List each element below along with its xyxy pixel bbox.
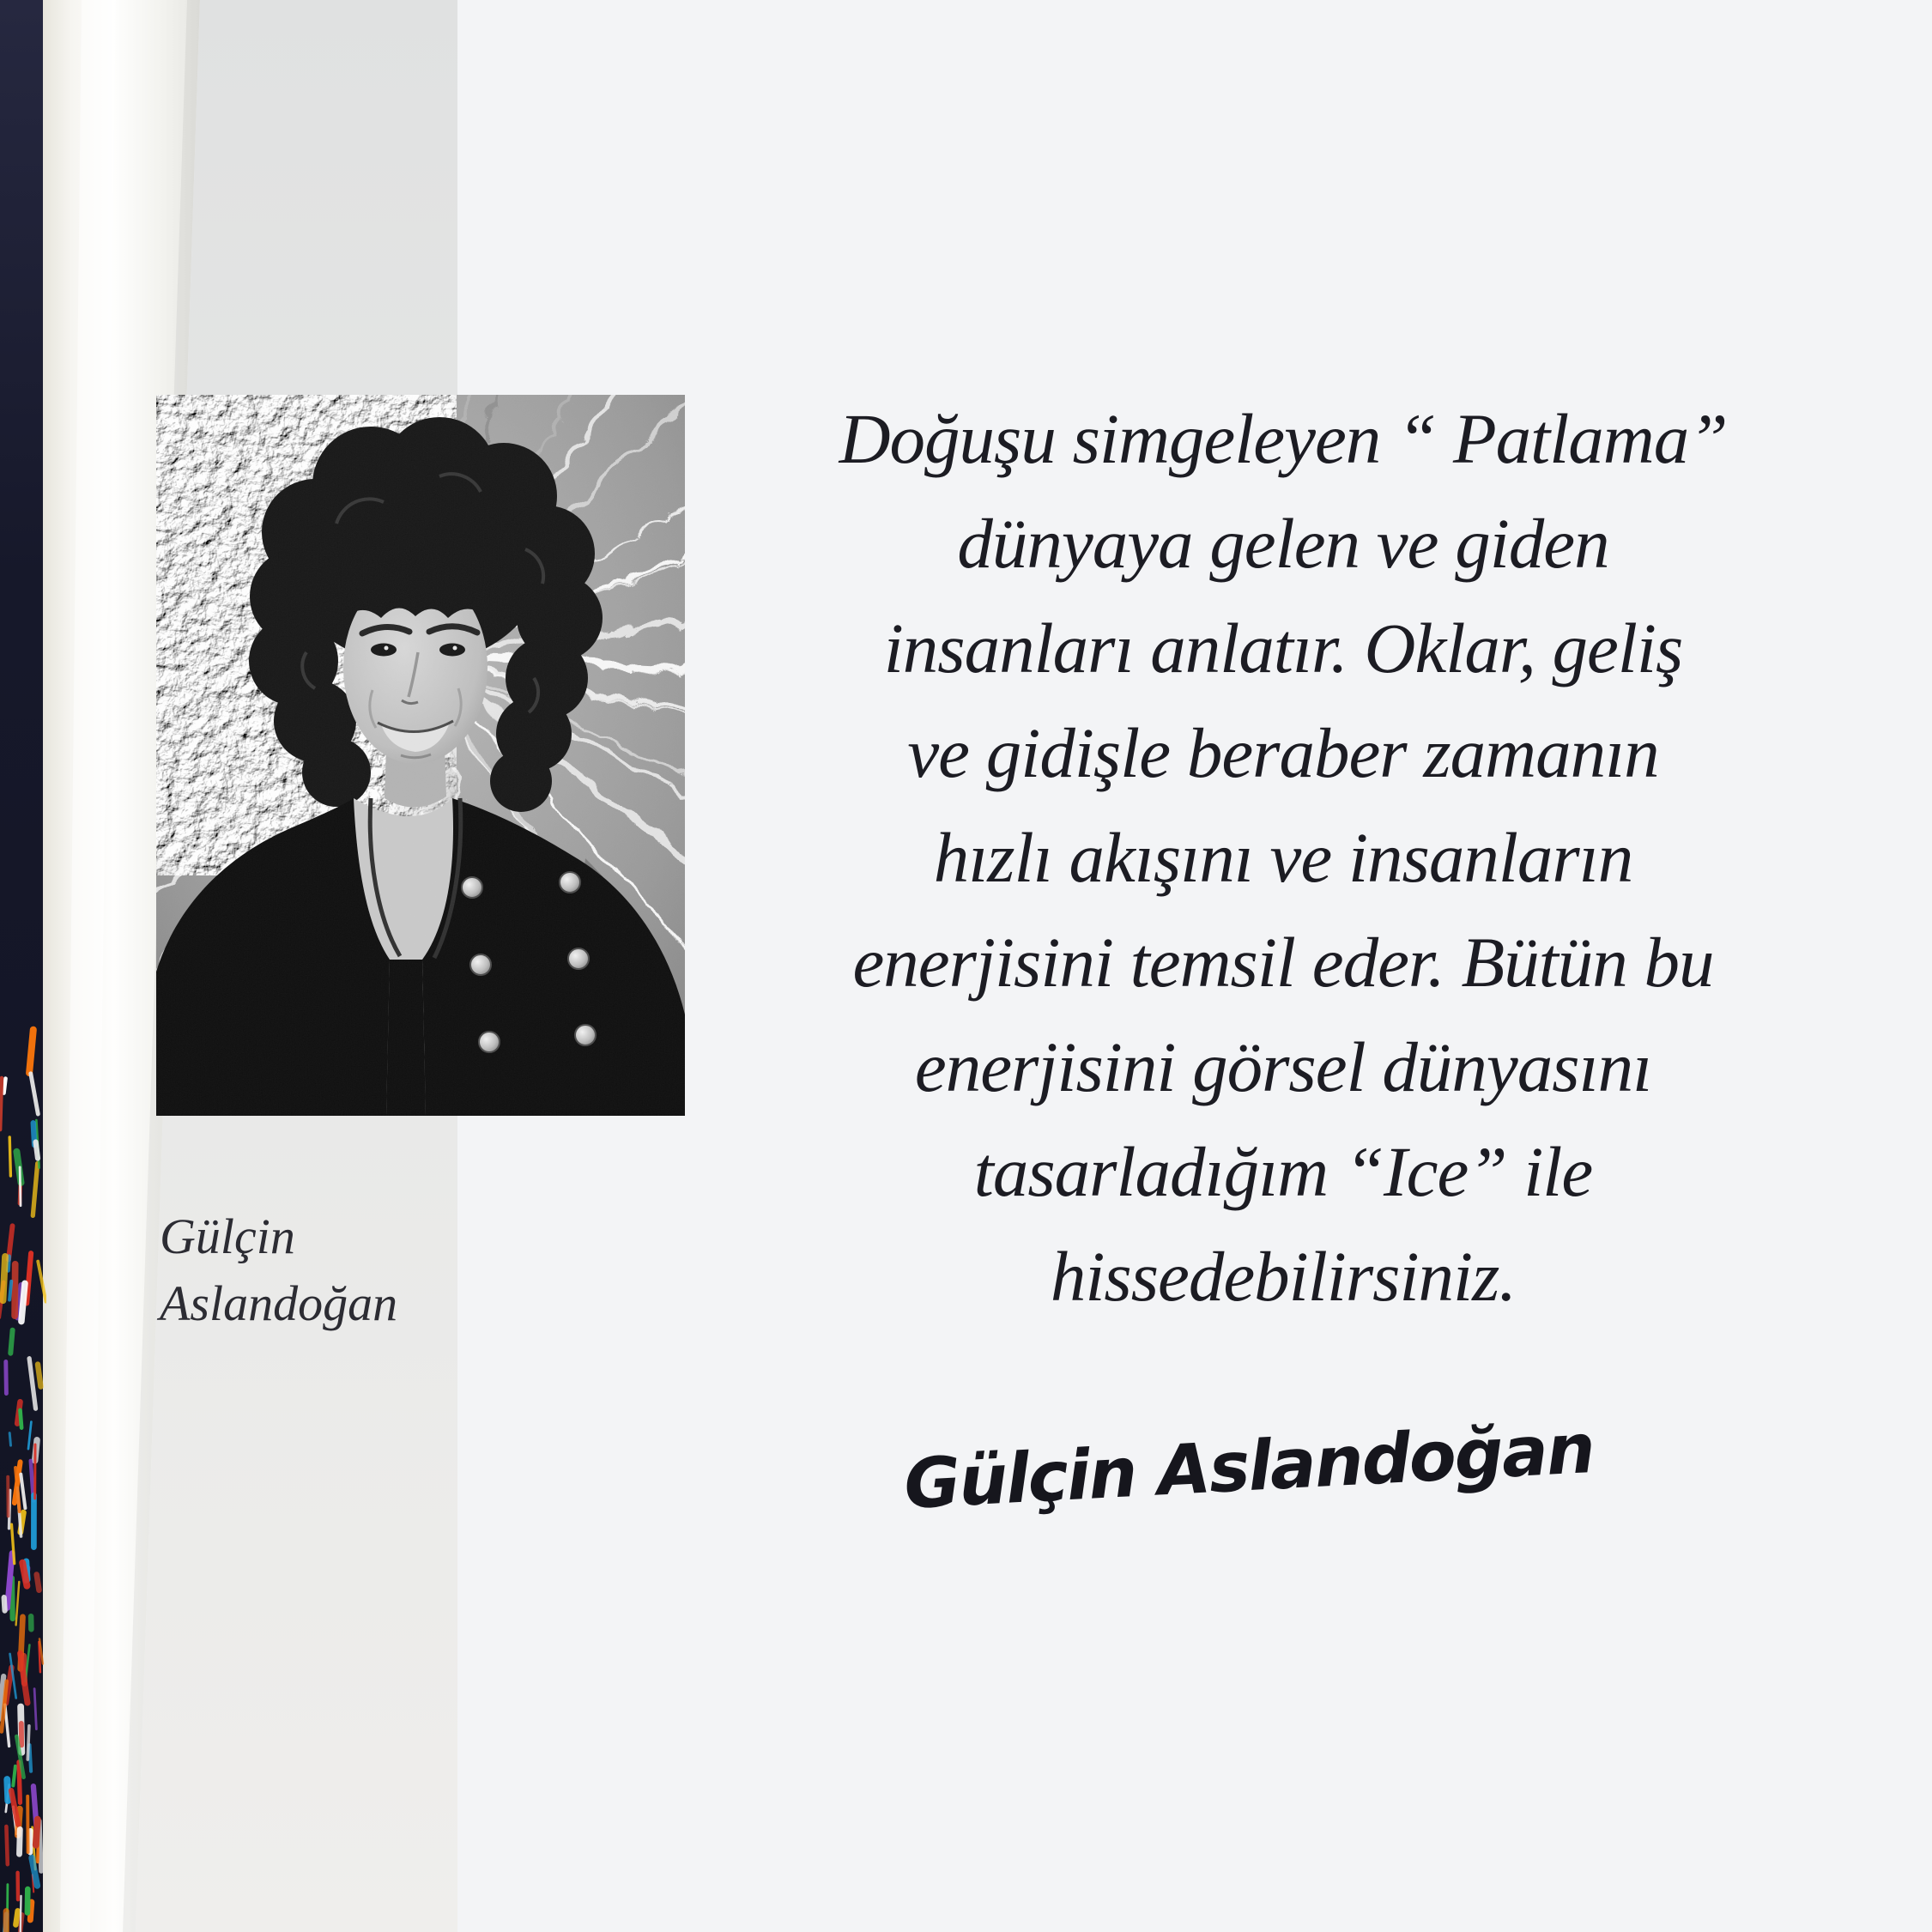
quote-line: insanları anlatır. Oklar, geliş xyxy=(883,609,1683,687)
portrait-illustration xyxy=(156,395,685,1116)
quote-line: enerjisini görsel dünyasını xyxy=(914,1027,1652,1106)
caption-line-2: Aslandoğan xyxy=(160,1275,398,1331)
quote-line: hissedebilirsiniz. xyxy=(1050,1237,1517,1316)
quote-line: tasarladığım “Ice” ile xyxy=(973,1132,1593,1211)
caption-line-1: Gülçin xyxy=(160,1208,295,1264)
photo-caption xyxy=(160,1203,397,1337)
quote-line: ve gidişle beraber zamanın xyxy=(907,713,1659,792)
quote-line: Doğuşu simgeleyen “ Patlama” xyxy=(839,399,1728,478)
quote-line: enerjisini temsil eder. Bütün bu xyxy=(852,923,1714,1002)
artist-portrait-photo xyxy=(156,395,685,1116)
quote-line: dünyaya gelen ve giden xyxy=(957,504,1609,583)
artist-quote xyxy=(768,386,1798,1329)
quote-line: hızlı akışını ve insanların xyxy=(933,818,1633,897)
photo-grain xyxy=(156,395,685,1116)
artist-signature: Gülçin Aslandoğan xyxy=(902,1408,1596,1524)
